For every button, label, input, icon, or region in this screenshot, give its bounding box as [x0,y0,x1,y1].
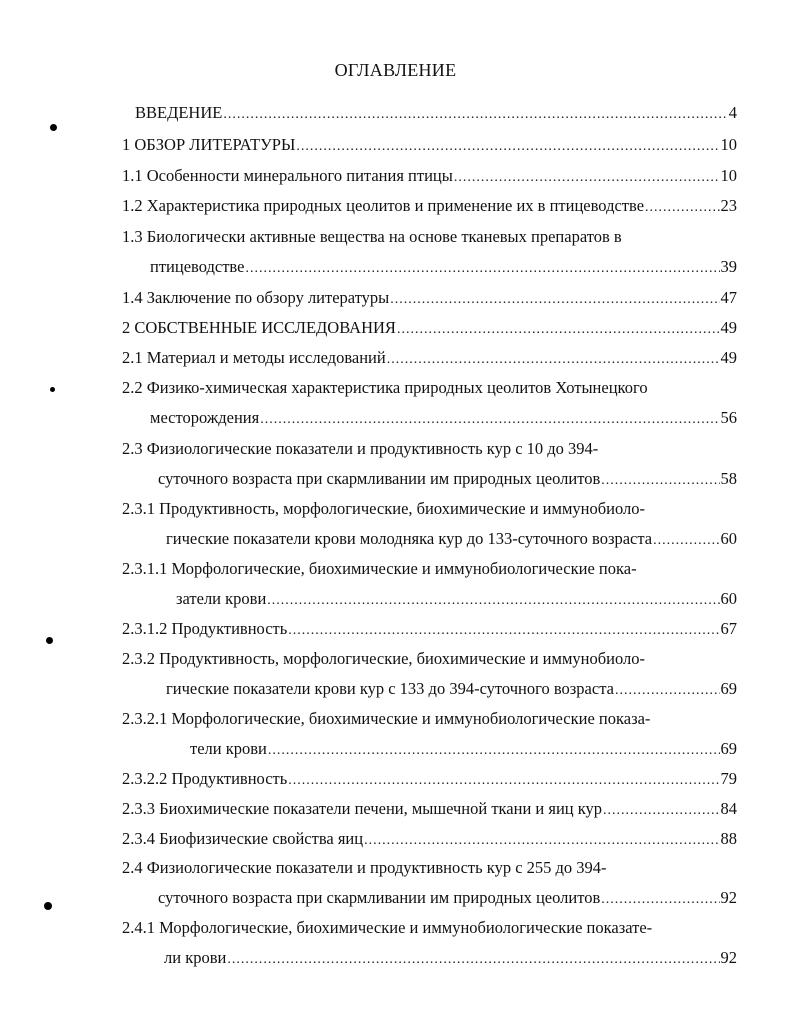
toc-entry-text: 2.3.1.1 Морфологические, биохимические и иммунобиологические пока- [122,559,637,578]
dot-leader [364,831,719,851]
toc-entry-text: 2.2 Физико-химическая характеристика природных цеолитов Хотынецкого [122,378,648,397]
toc-entry-1-3-line1[interactable] [122,227,737,247]
toc-entry-2-4-line2[interactable] [158,888,737,910]
toc-entry-intro[interactable] [135,103,737,125]
toc-entry-2-3-2-1-line1[interactable] [122,709,737,729]
toc-entry-text: суточного возраста при скармливании им природных цеолитов [158,469,601,488]
toc-entry-text: птицеводстве [150,257,245,276]
dot-leader [296,137,719,157]
scan-mark [46,637,53,644]
scan-mark [50,124,57,131]
toc-entry-1-1[interactable] [122,166,737,188]
toc-entry-text: 2.3.1 Продуктивность, морфологические, биохимические и иммунобиоло- [122,499,645,518]
toc-entry-page: 84 [720,799,737,818]
toc-entry-2-3-4[interactable] [122,829,737,851]
dot-leader [645,198,719,218]
toc-entry-text: 1.1 Особенности минерального питания птицы [122,166,453,185]
toc-entry-2-3-1-1-line2[interactable] [176,589,737,611]
toc-entry-text: 2.4 Физиологические показатели и продуктивность кур с 255 до 394- [122,858,607,877]
dot-leader [397,320,720,340]
toc-entry-2-3-2-line1[interactable] [122,649,737,669]
dot-leader [615,681,720,701]
toc-entry-text: 1.2 Характеристика природных цеолитов и применение их в птицеводстве [122,196,645,215]
dot-leader [390,290,719,310]
toc-entry-page: 58 [720,469,737,488]
dot-leader [288,621,719,641]
scan-mark [50,387,55,392]
toc-entry-page: 67 [720,619,737,638]
toc-entry-1[interactable] [122,135,737,157]
toc-entry-text: суточного возраста при скармливании им природных цеолитов [158,888,601,907]
toc-entry-1-4[interactable] [122,288,737,310]
toc-entry-text: месторождения [150,408,260,427]
dot-leader [601,890,719,910]
toc-entry-2-2-line1[interactable] [122,378,737,398]
toc-entry-1-3-line2[interactable] [150,257,737,279]
toc-entry-2-4-1-line2[interactable] [164,948,737,970]
toc-entry-2-3-1-line1[interactable] [122,499,737,519]
toc-entry-2[interactable] [122,318,737,340]
toc-entry-text: 2.1 Материал и методы исследований [122,348,386,367]
toc-entry-page: 49 [720,318,737,337]
dot-leader [260,410,719,430]
toc-entry-2-4-line1[interactable] [122,858,737,878]
toc-entry-text: 2.3.1.2 Продуктивность [122,619,288,638]
dot-leader [227,950,719,970]
dot-leader [454,168,720,188]
toc-entry-page: 47 [720,288,737,307]
dot-leader [267,591,719,611]
toc-entry-page: 69 [720,739,737,758]
toc-entry-2-3-2-2[interactable] [122,769,737,791]
toc-entry-2-4-1-line1[interactable] [122,918,737,938]
toc-entry-text: ВВЕДЕНИЕ [135,103,223,122]
toc-entry-page: 92 [720,948,737,967]
toc-entry-2-2-line2[interactable] [150,408,737,430]
dot-leader [288,771,719,791]
toc-entry-2-3-1-1-line1[interactable] [122,559,737,579]
toc-entry-text: гические показатели крови молодняка кур до 133-суточного возраста [166,529,653,548]
toc-entry-text: 1 ОБЗОР ЛИТЕРАТУРЫ [122,135,296,154]
toc-entry-page: 60 [720,529,737,548]
toc-entry-2-3-2-1-line2[interactable] [190,739,737,761]
toc-entry-2-3-3[interactable] [122,799,737,821]
toc-entry-page: 49 [720,348,737,367]
toc-entry-page: 56 [720,408,737,427]
toc-entry-text: затели крови [176,589,267,608]
dot-leader [601,471,719,491]
toc-entry-2-3-1-2[interactable] [122,619,737,641]
toc-entry-page: 79 [720,769,737,788]
toc-entry-text: гические показатели крови кур с 133 до 394-суточного возраста [166,679,614,698]
toc-entry-2-1[interactable] [122,348,737,370]
toc-entry-text: 2.3.2 Продуктивность, морфологические, биохимические и иммунобиоло- [122,649,645,668]
toc-entry-text: 2 СОБСТВЕННЫЕ ИССЛЕДОВАНИЯ [122,318,396,337]
toc-entry-2-3-line2[interactable] [158,469,737,491]
toc-entry-page: 92 [720,888,737,907]
toc-entry-text: 2.3.4 Биофизические свойства яиц [122,829,364,848]
toc-entry-text: 2.3 Физиологические показатели и продуктивность кур с 10 до 394- [122,439,599,458]
toc-entry-text: 2.3.3 Биохимические показатели печени, мышечной ткани и яиц кур [122,799,603,818]
toc-entry-2-3-1-line2[interactable] [166,529,737,551]
toc-entry-page: 4 [728,103,737,122]
toc-entry-page: 10 [720,135,737,154]
dot-leader [223,105,727,125]
toc-entry-text: 1.3 Биологически активные вещества на основе тканевых препаратов в [122,227,622,246]
toc-entry-page: 60 [720,589,737,608]
toc-entry-text: 2.4.1 Морфологические, биохимические и иммунобиологические показате- [122,918,653,937]
toc-entry-2-3-line1[interactable] [122,439,737,459]
dot-leader [245,259,719,279]
toc-entry-page: 10 [720,166,737,185]
dot-leader [653,531,719,551]
toc-entry-page: 39 [720,257,737,276]
dot-leader [268,741,720,761]
toc-entry-text: 1.4 Заключение по обзору литературы [122,288,390,307]
dot-leader [387,350,720,370]
toc-entry-page: 23 [720,196,737,215]
toc-entry-2-3-2-line2[interactable] [166,679,737,701]
dot-leader [603,801,719,821]
toc-entry-page: 69 [720,679,737,698]
scan-mark [44,902,52,910]
toc-entry-text: ли крови [164,948,227,967]
toc-entry-1-2[interactable] [122,196,737,218]
toc-entry-page: 88 [720,829,737,848]
toc-entry-text: 2.3.2.1 Морфологические, биохимические и иммунобиологические показа- [122,709,651,728]
page-title: ОГЛАВЛЕНИЕ [334,60,457,80]
toc-entry-text: тели крови [190,739,267,758]
toc-entry-text: 2.3.2.2 Продуктивность [122,769,288,788]
